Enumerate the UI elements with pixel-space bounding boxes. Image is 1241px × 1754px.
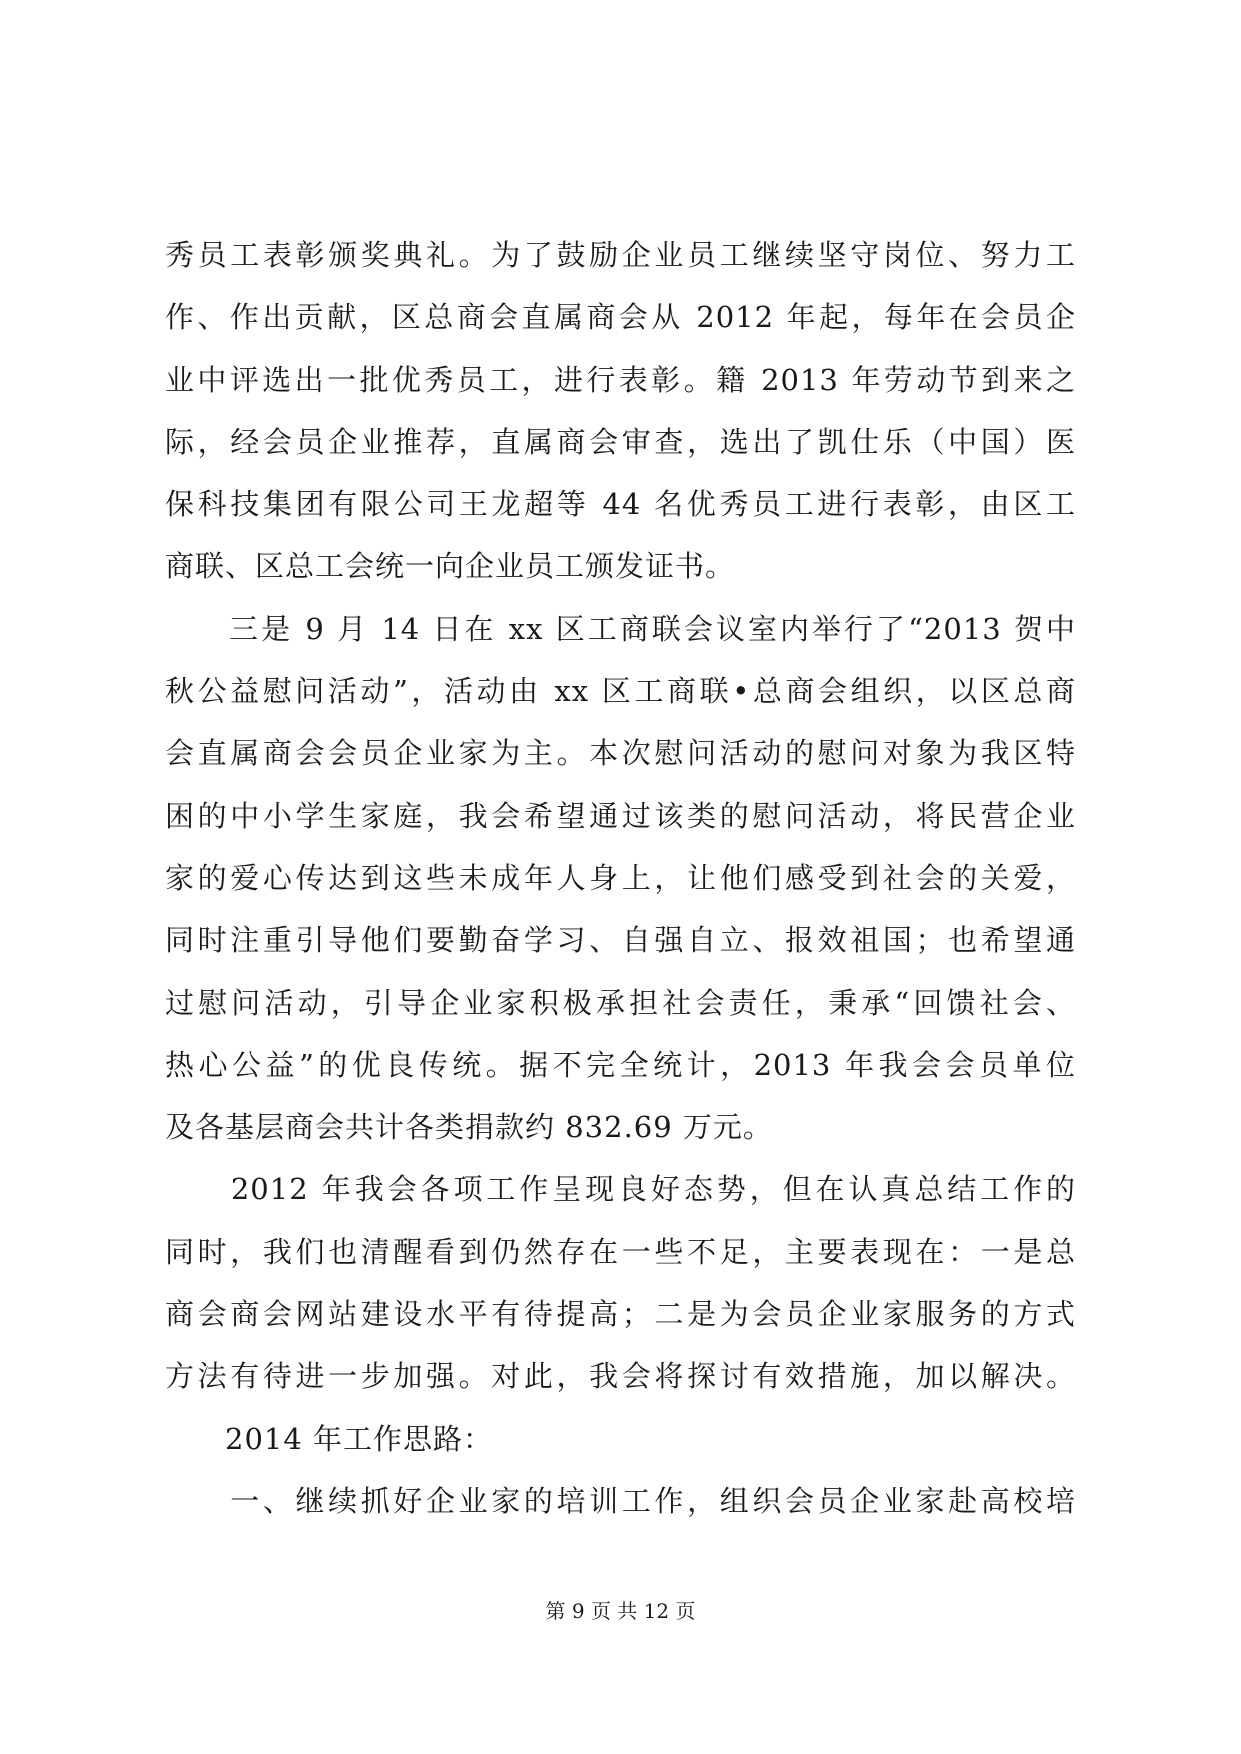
text-line: 一、继续抓好企业家的培训工作，组织会员企业家赴高校培 <box>165 1483 1076 1518</box>
text-line: 及各基层商会共计各类捐款约 832.69 万元。 <box>165 1110 773 1145</box>
text-line: 商联、区总工会统一向企业员工颁发证书。 <box>165 549 736 584</box>
text-line: 秋公益慰问活动”，活动由 xx 区工商联•总商会组织，以区总商 <box>165 674 1076 709</box>
text-line: 会直属商会会员企业家为主。本次慰问活动的慰问对象为我区特 <box>165 736 1076 771</box>
body-text <box>165 224 1076 1532</box>
text-line: 2012 年我会各项工作呈现良好态势，但在认真总结工作的 <box>165 1172 1076 1207</box>
text-line: 业中评选出一批优秀员工，进行表彰。籍 2013 年劳动节到来之 <box>165 362 1076 397</box>
text-line: 秀员工表彰颁奖典礼。为了鼓励企业员工继续坚守岗位、努力工 <box>165 238 1076 272</box>
text-line: 作、作出贡献，区总商会直属商会从 2012 年起，每年在会员企 <box>165 300 1076 335</box>
text-line: 方法有待进一步加强。对此，我会将探讨有效措施，加以解决。 <box>165 1359 1076 1394</box>
text-line: 热心公益”的优良传统。据不完全统计，2013 年我会会员单位 <box>165 1047 1076 1082</box>
text-line: 际，经会员企业推荐，直属商会审查，选出了凯仕乐（中国）医 <box>165 424 1076 459</box>
text-line: 困的中小学生家庭，我会希望通过该类的慰问活动，将民营企业 <box>165 798 1076 833</box>
text-line: 过慰问活动，引导企业家积极承担社会责任，秉承“回馈社会、 <box>165 985 1076 1020</box>
page-footer: 第 9 页 共 12 页 <box>545 1599 696 1623</box>
text-line: 保科技集团有限公司王龙超等 44 名优秀员工进行表彰，由区工 <box>165 487 1076 522</box>
text-line: 同时，我们也清醒看到仍然存在一些不足，主要表现在：一是总 <box>165 1234 1076 1269</box>
text-line: 商会商会网站建设水平有待提高；二是为会员企业家服务的方式 <box>165 1297 1076 1332</box>
text-line: 2014 年工作思路： <box>165 1421 494 1456</box>
text-line: 家的爱心传达到这些未成年人身上，让他们感受到社会的关爱， <box>165 860 1076 895</box>
text-line: 同时注重引导他们要勤奋学习、自强自立、报效祖国；也希望通 <box>165 923 1076 958</box>
text-line: 三是 9 月 14 日在 xx 区工商联会议室内举行了“2013 贺中 <box>165 611 1076 646</box>
